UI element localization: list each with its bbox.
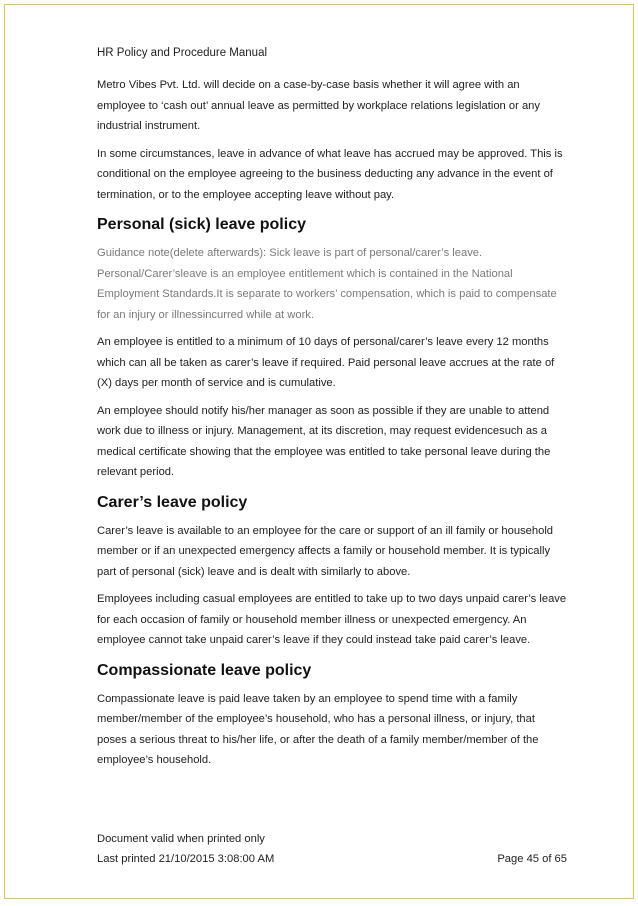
page-footer bbox=[97, 829, 567, 869]
section-heading-carers-leave: Carer’s leave policy bbox=[97, 493, 248, 511]
running-header: HR Policy and Procedure Manual bbox=[97, 47, 268, 59]
body-paragraph: Employees including casual employees are entitled to take up to two days unpaid carer’s leave for each occasion of family or household member illness or unexpected emergency. An employee cannot take unpaid carer’s leave if they could instead take paid carer’s leave. bbox=[97, 593, 567, 646]
document-body bbox=[97, 75, 567, 778]
body-paragraph: Carer’s leave is available to an employee for the care or support of an ill family or household member or if an unexpected emergency affects a family or household member. It is typically part of personal (sick) leave and is dealt with similarly to above. bbox=[97, 524, 554, 578]
body-paragraph: An employee should notify his/her manager as soon as possible if they are unable to attend work due to illness or injury. Management, at its discretion, may request evidencesuch as a medical certificate showing that the employee was entitled to take personal leave during the relevant period. bbox=[97, 404, 551, 478]
body-paragraph: Compassionate leave is paid leave taken by an employee to spend time with a family member/member of the employee’s household, who has a personal illness, or injury, that poses a serious threat to his/her life, or after the death of a family member/member of the employee’s household. bbox=[97, 692, 539, 766]
document-page bbox=[4, 4, 634, 899]
guidance-note: Guidance note(delete afterwards): Sick leave is part of personal/carer’s leave. Personal/Carer’sleave is an employee entitlement which is contained in the National Employment Standards.It is separate to workers’ compensation, which is paid to compensate for an injury or illnessincurred while at work. bbox=[97, 247, 557, 321]
last-printed: Last printed 21/10/2015 3:08:00 AM bbox=[97, 853, 275, 865]
intro-paragraph: Metro Vibes Pvt. Ltd. will decide on a case-by-case basis whether it will agree with an employee to ‘cash out’ annual leave as permitted by workplace relations legislation or any industrial instrument. bbox=[97, 79, 540, 132]
validity-note: Document valid when printed only bbox=[97, 833, 265, 845]
section-heading-compassionate-leave: Compassionate leave policy bbox=[97, 661, 312, 679]
section-heading-personal-leave: Personal (sick) leave policy bbox=[97, 216, 306, 233]
body-paragraph: An employee is entitled to a minimum of 10 days of personal/carer’s leave every 12 months which can all be taken as carer’s leave if required. Paid personal leave accrues at the rate of (X) days per month of service and is cumulative. bbox=[97, 336, 555, 389]
intro-paragraph: In some circumstances, leave in advance of what leave has accrued may be approved. This is conditional on the employee agreeing to the business deducting any advance in the event of termination, or to the employee accepting leave without pay. bbox=[97, 147, 563, 201]
page-number: Page 45 of 65 bbox=[497, 853, 567, 865]
